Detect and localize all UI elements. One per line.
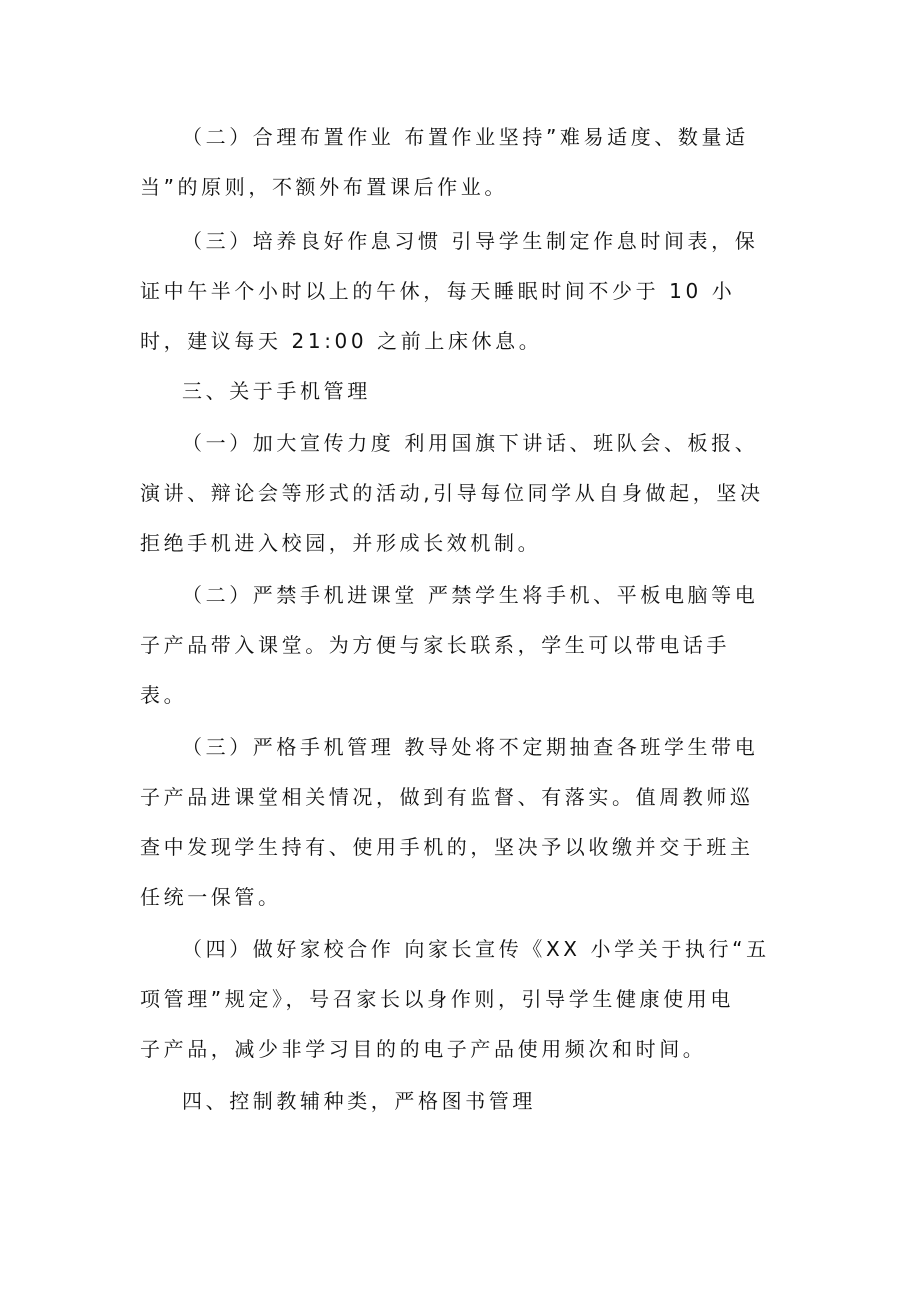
text-line: 时，建议每天 21:00 之前上床休息。	[140, 329, 543, 353]
text-line: （三）培养良好作息习惯 引导学生制定作息时间表，保	[182, 229, 759, 253]
text-line: 证中午半个小时以上的午休，每天睡眠时间不少于 10 小	[140, 279, 736, 303]
text-line: 演讲、辩论会等形式的活动,引导每位同学从自身做起，坚决	[140, 481, 764, 505]
text-line: 子产品，减少非学习目的的电子产品使用频次和时间。	[140, 1037, 707, 1061]
text-line: （二）合理布置作业 布置作业坚持”难易适度、数量适	[182, 125, 749, 149]
text-line: （四）做好家校合作 向家长宣传《XX 小学关于执行“五	[182, 937, 770, 961]
text-line: 任统一保管。	[140, 885, 282, 909]
section-heading: 四、控制教辅种类，严格图书管理	[182, 1089, 536, 1113]
text-line: （一）加大宣传力度 利用国旗下讲话、班队会、板报、	[182, 431, 759, 455]
section-heading: 三、关于手机管理	[182, 379, 371, 403]
text-line: 查中发现学生持有、使用手机的，坚决予以收缴并交于班主	[140, 835, 754, 859]
text-line: 子产品进课堂相关情况，做到有监督、有落实。值周教师巡	[140, 785, 754, 809]
text-line: 拒绝手机进入校园，并形成长效机制。	[140, 531, 542, 555]
text-line: 子产品带入课堂。为方便与家长联系，学生可以带电话手	[140, 633, 730, 657]
text-line: 项管理”规定》，号召家长以身作则，引导学生健康使用电	[140, 987, 734, 1011]
text-line: （二）严禁手机进课堂 严禁学生将手机、平板电脑等电	[182, 583, 759, 607]
text-line: 当”的原则，不额外布置课后作业。	[140, 175, 508, 199]
text-line: 表。	[140, 683, 188, 707]
text-line: （三）严格手机管理 教导处将不定期抽查各班学生带电	[182, 735, 759, 759]
